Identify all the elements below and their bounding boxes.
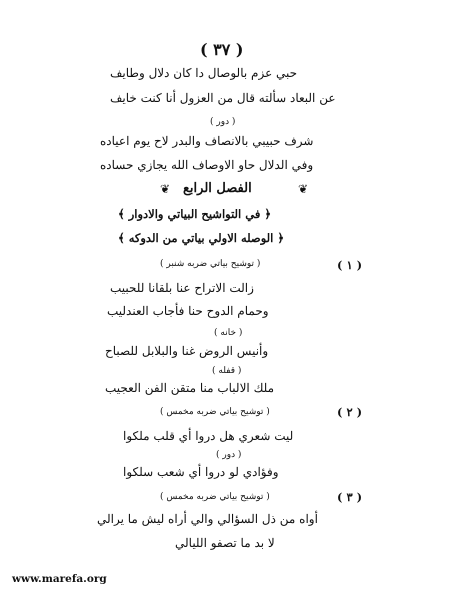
poem-heading: ( توشيح بياتي ضربه مخمس ) — [160, 492, 270, 502]
poem-number: ( ٢ ) — [337, 405, 363, 419]
section-label: ( دور ) — [210, 117, 236, 127]
verse-line: وفي الدلال حاو الاوصاف الله يجازي حساده — [100, 158, 314, 172]
poem-number: ( ١ ) — [337, 258, 363, 272]
verse-line: وأنيس الروض غنا والبلابل للصباح — [105, 344, 269, 358]
chapter-heading: الفصل الرابع — [183, 181, 252, 196]
verse-line: وحمام الدوح حنا فأجاب العندليب — [107, 304, 269, 318]
poem-number: ( ٣ ) — [337, 490, 363, 504]
verse-line: حبي عزم بالوصال دا كان دلال وطايف — [110, 66, 298, 80]
verse-line: عن البعاد سألته قال من العزول أنا كنت خايف — [110, 91, 336, 105]
footer-url: www.marefa.org — [12, 573, 107, 585]
verse-line: زالت الاتراح عنا بلقانا للحبيب — [110, 281, 254, 295]
verse-line: ملك الالباب منا متقن الفن العجيب — [105, 381, 275, 395]
section-label: ( دور ) — [216, 450, 242, 460]
poem-heading: ( توشيح بياتي ضربه شنبر ) — [160, 259, 261, 269]
ornament-right-icon: ❦ — [298, 182, 309, 196]
verse-line: لا بد ما تصفو الليالي — [175, 536, 275, 550]
poem-heading: ( توشيح بياتي ضربه مخمس ) — [160, 407, 270, 417]
section-subtitle: ﴿ الوصله الاولي بياتي من الدوكه ﴾ — [118, 231, 285, 245]
verse-line: ليت شعري هل دروا أي قلب ملكوا — [123, 429, 294, 443]
ornament-left-icon: ❦ — [160, 182, 171, 196]
section-label: ( قفله ) — [212, 366, 242, 376]
section-label: ( خانه ) — [214, 328, 243, 338]
section-title: ﴿ في التواشيح البياتي والادوار ﴾ — [118, 207, 272, 221]
page-number: ( ٣٧ ) — [200, 40, 244, 59]
verse-line: وفؤادي لو دروا أي شعب سلكوا — [123, 465, 279, 479]
verse-line: شرف حبيبي بالانصاف والبدر لاح يوم اعياده — [100, 134, 314, 148]
verse-line: أواه من ذل السؤالي والي أراه ليش ما يرالي — [97, 512, 318, 526]
